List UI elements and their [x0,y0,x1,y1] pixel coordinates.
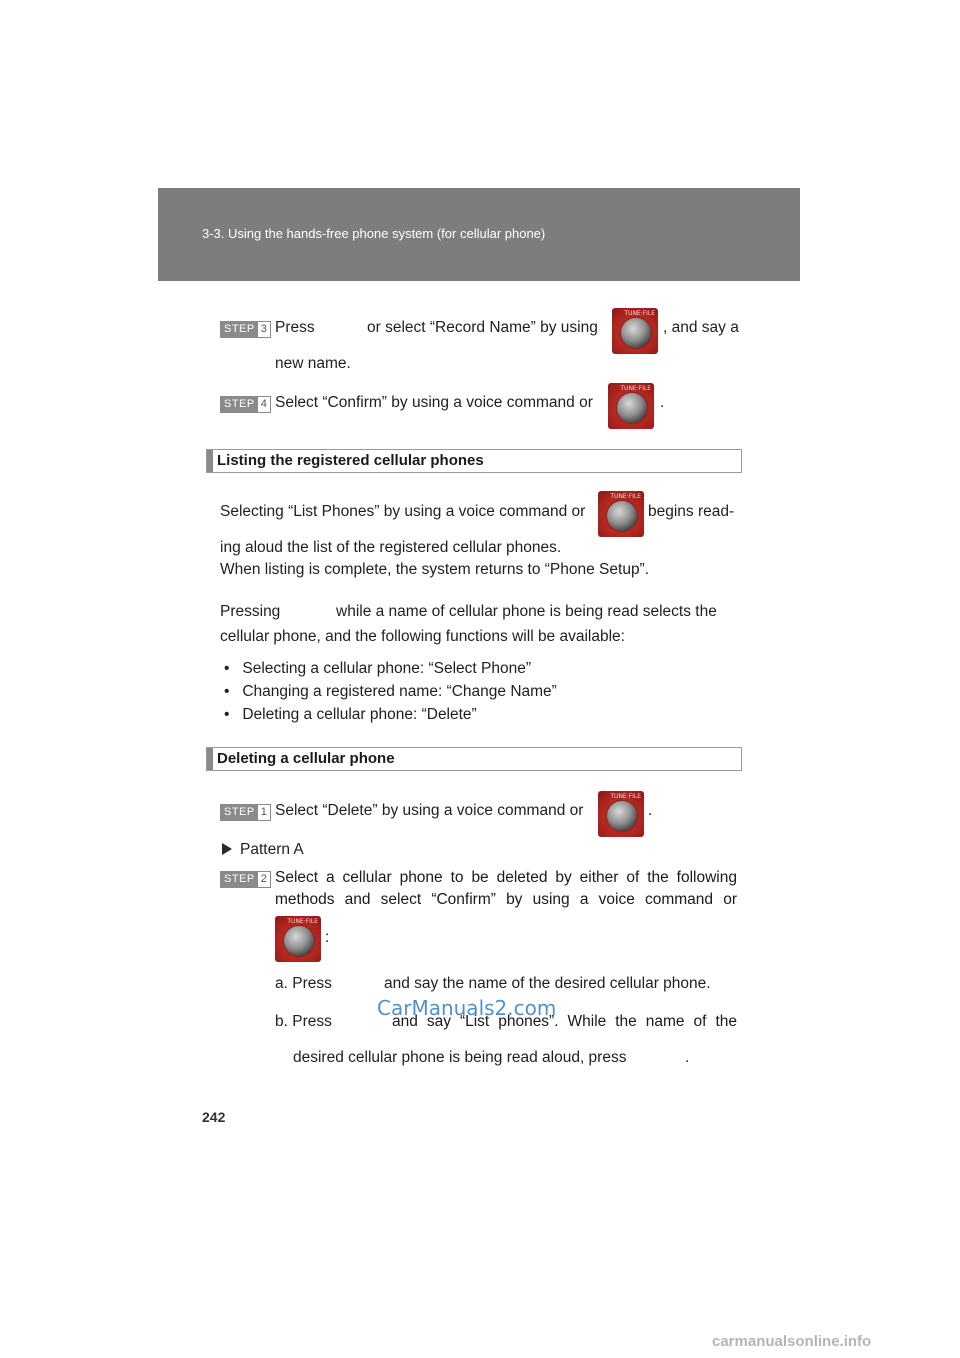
step-4-badge: STEP 4 [220,396,271,413]
step-4-text: Select “Confirm” by using a voice command or [275,394,593,411]
method-b-line2: desired cellular phone is being read aloud, press [293,1049,627,1066]
step-1-badge: STEP 1 [220,804,271,821]
method-b-text: and say “List phones”. While the name of the [392,1013,737,1030]
listing-para-2-line2: cellular phone, and the following functions will be available: [220,628,625,645]
delete-step-2-line1: Select a cellular phone to be deleted by either of the following [275,869,737,886]
bullet-item: • Changing a registered name: “Change Name” [224,683,557,700]
listing-para-1-line3: When listing is complete, the system returns to “Phone Setup”. [220,561,650,578]
section-header-listing: Listing the registered cellular phones [206,449,742,473]
tune-file-knob-icon: TUNE·FILE [598,491,644,537]
step-3-text: or select “Record Name” by using [367,319,598,336]
bullet-item: • Selecting a cellular phone: “Select Phone” [224,660,532,677]
footer-watermark: carmanualsonline.info [712,1333,872,1350]
listing-para-1-end: begins read- [648,503,735,520]
delete-step-2-line2: methods and select “Confirm” by using a voice command or [275,891,737,908]
tune-file-knob-icon: TUNE·FILE [608,383,654,429]
listing-para-1-start: Selecting “List Phones” by using a voice command or [220,503,586,520]
page-number: 242 [202,1109,226,1125]
step-3-end: , and say a [663,319,739,336]
step-4-end: . [660,394,665,411]
pattern-arrow-icon [222,843,232,855]
listing-para-2-start: Pressing [220,603,281,620]
tune-file-knob-icon: TUNE·FILE [598,791,644,837]
step-3-badge: STEP 3 [220,321,271,338]
tune-file-knob-icon: TUNE·FILE [612,308,658,354]
chapter-title: 3-3. Using the hands-free phone system (for cellular phone) [202,226,546,241]
listing-para-2-rest: while a name of cellular phone is being read selects the [336,603,717,620]
method-a-text: and say the name of the desired cellular phone. [384,975,711,992]
method-a-label: a. Press [275,975,332,992]
step-2-badge: STEP 2 [220,871,271,888]
chapter-header [158,188,800,281]
watermark-carmanuals2: CarManuals2.com [377,996,557,1020]
step-3-line2: new name. [275,355,351,372]
pattern-label: Pattern A [222,841,304,859]
step-3-press: Press [275,319,315,336]
method-b-label: b. Press [275,1013,332,1030]
delete-step-2-colon: : [325,929,330,946]
delete-step-1-end: . [648,802,653,819]
method-b-line2-end: . [685,1049,690,1066]
bullet-item: • Deleting a cellular phone: “Delete” [224,706,477,723]
listing-para-1-line2: ing aloud the list of the registered cellular phones. [220,539,562,556]
tune-file-knob-icon: TUNE·FILE [275,916,321,962]
section-header-deleting: Deleting a cellular phone [206,747,742,771]
delete-step-1-text: Select “Delete” by using a voice command or [275,802,584,819]
